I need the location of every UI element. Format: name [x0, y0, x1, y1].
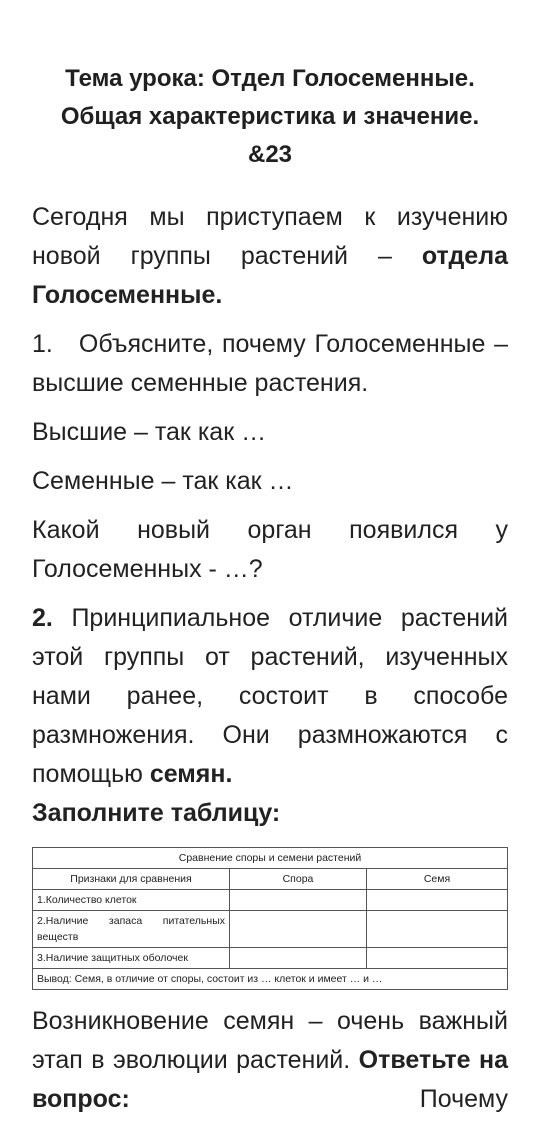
cell-spore [230, 911, 367, 948]
answer-higher: Высшие – так как … [32, 418, 267, 446]
comparison-table-wrap [32, 847, 508, 990]
intro-bold: отдела Голосеменные. [32, 242, 508, 309]
title-line-1: Тема урока: Отдел Голосеменные. [65, 65, 475, 92]
cell-seed [367, 911, 508, 948]
q2-number: 2. [32, 604, 53, 632]
cell-seed [367, 890, 508, 911]
q2-bold-seeds: семян. [149, 760, 233, 788]
table-row [33, 948, 508, 969]
table-header-seed: Семя [367, 869, 508, 890]
title-line-2: Общая характеристика и значение. [60, 103, 480, 130]
question-new-organ: Какой новый орган появился у Голосеменных - …? [32, 516, 508, 583]
lesson-title [32, 60, 508, 174]
table-row [33, 911, 508, 948]
intro-paragraph: Сегодня мы приступаем к изучению новой группы растений – отдела Голосеменные. [32, 203, 508, 309]
row-label: 1.Количество клеток [33, 890, 230, 911]
outro-paragraph: Возникновение семян – очень важный этап в эволюции растений. Ответьте на вопрос: Почему [32, 1007, 508, 1113]
table-row [33, 890, 508, 911]
outro-bold: Ответьте на вопрос: [32, 1046, 508, 1113]
row-label: 3.Наличие защитных оболочек [33, 948, 230, 969]
table-header-spore: Спора [230, 869, 367, 890]
table-header-criteria: Признаки для сравнения [33, 869, 230, 890]
cell-seed [367, 948, 508, 969]
cell-spore [230, 890, 367, 911]
comparison-table [32, 847, 508, 990]
question-2: 2. Принципиальное отличие растений этой группы от растений, изученных нами ранее, состоит в способе размножения. Они размножаются с помощью семян. Заполните таблицу: [32, 604, 508, 827]
document-page [0, 60, 540, 1140]
table-caption: Сравнение споры и семени растений [33, 848, 508, 869]
q2-fill-table: Заполните таблицу: [32, 799, 281, 827]
cell-spore [230, 948, 367, 969]
row-label: 2.Наличие запаса питательных веществ [33, 911, 230, 948]
title-line-3: &23 [247, 141, 293, 168]
answer-seed: Семенные – так как … [32, 467, 294, 495]
table-conclusion: Вывод: Семя, в отличие от споры, состоит из … клеток и имеет … и … [33, 969, 508, 990]
question-1: 1. Объясните, почему Голосеменные – высшие семенные растения. [32, 330, 508, 397]
